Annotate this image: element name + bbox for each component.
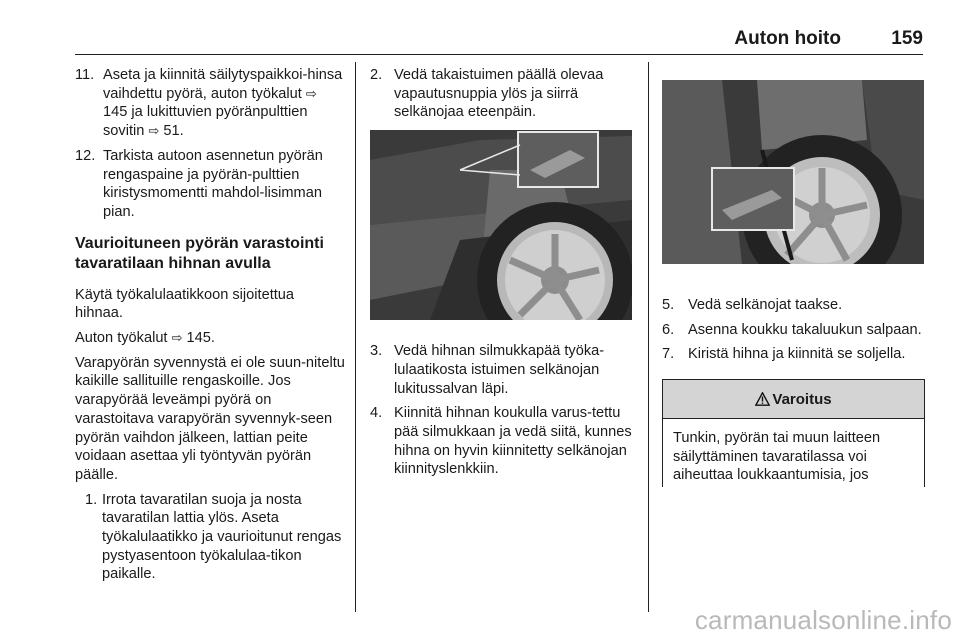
item-number: 7. [662,346,675,363]
item-text: Irrota tavaratilan suoja ja nosta tavaratilan lattia ylös. Aseta työkalulaatikko ja vaurioitunut rengas pystyasentoon työkalulaa-tikon paikalle. [102,491,342,583]
column-divider [355,62,356,612]
column-middle [370,66,632,485]
paragraph: Käytä työkalulaatikkoon sijoitettua hihnaa. [75,286,295,322]
item-number: 5. [662,297,675,313]
item-number: 11. [75,67,95,83]
list-item [75,147,345,222]
warning-text: Tunkin, pyörän tai muun laitteen säilyttäminen tavaratilassa voi aiheuttaa loukkaantumisia, jos [673,430,881,484]
list-item [370,404,632,479]
item-text: Vedä takaistuimen päällä olevaa vapautusnuppia ylös ja siirrä selkänojaa eteenpäin. [394,67,604,121]
item-number: 1. [85,491,98,508]
warning-box [662,379,925,487]
item-text: Tarkista autoon asennetun pyörän rengaspaine ja pyörän-pulttien kiristysmomentti mahdol-lisimman pian. [103,147,323,220]
item-text: Aseta ja kiinnitä säilytyspaikkoi-hinsa vaihdettu pyörä, auton työkalut [103,67,343,102]
page-reference-arrow-icon: ⇨ [171,330,183,346]
illustration-strap-tightened [662,80,924,264]
page-reference-arrow-icon: ⇨ [148,123,160,139]
column-right [662,66,924,370]
list-item: 11. Aseta ja kiinnitä säilytyspaikkoi-hinsa vaihdettu pyörä, auton työkalut ⇨ 145 ja lukittuvien pyöränpulttien sovitin ⇨ 51. [75,67,343,140]
list-item [370,342,632,398]
page-header [75,22,923,55]
list-item [662,345,924,364]
item-text: Asenna koukku takaluukun salpaan. [688,321,922,338]
warning-header [663,380,924,419]
item-number: 12. [75,147,96,164]
column-divider [648,62,649,612]
warning-triangle-icon [755,392,770,406]
item-text: ja lukittuvien pyöränpulttien sovitin [103,104,308,140]
watermark: carmanualsonline.info [694,605,952,635]
paragraph: Varapyörän syvennystä ei ole suun-niteltu kaikille sallituille rengaskoille. Jos varapyörää leveämpi pyörä on varastoitava varapyörän syvennyk-seen pyörän vaihdon jälkeen, lattian peite voidaan asettaa yli työntyvän pyörän päälle. [75,354,345,483]
section-heading: Vaurioituneen pyörän varastointi tavaratilaan hihnan avulla [75,234,324,272]
item-text: Vedä hihnan silmukkapää työka-lulaatikosta istuimen selkänojan lukitussalvan läpi. [394,343,605,397]
illustration-seatback-release [370,130,632,320]
item-number: 4. [370,405,383,422]
page-ref: 145 [186,330,211,347]
page-number: 159 [891,28,923,49]
item-text: Vedä selkänojat taakse. [688,297,843,313]
list-item [662,296,924,315]
page-ref: 145 [103,104,128,121]
item-number: 6. [662,321,675,338]
list-item [75,491,345,585]
item-text: Kiinnitä hihnan koukulla varus-tettu pää silmukkaan ja vedä siitä, kunnes hihna on hyvin kiinnitetty selkänojan kiinnityslenkkiin. [394,405,632,478]
paragraph: Auton työkalut ⇨ 145. [75,330,215,347]
page-reference-arrow-icon: ⇨ [305,85,317,101]
section-title: Auton hoito [734,28,841,49]
page-ref: 51 [163,123,180,140]
column-left [75,66,345,590]
warning-title: Varoitus [772,390,832,408]
list-item [662,321,924,340]
item-number: 3. [370,343,383,360]
list-item [370,66,632,122]
item-number: 2. [370,67,383,83]
item-text: Kiristä hihna ja kiinnitä se soljella. [688,346,906,363]
